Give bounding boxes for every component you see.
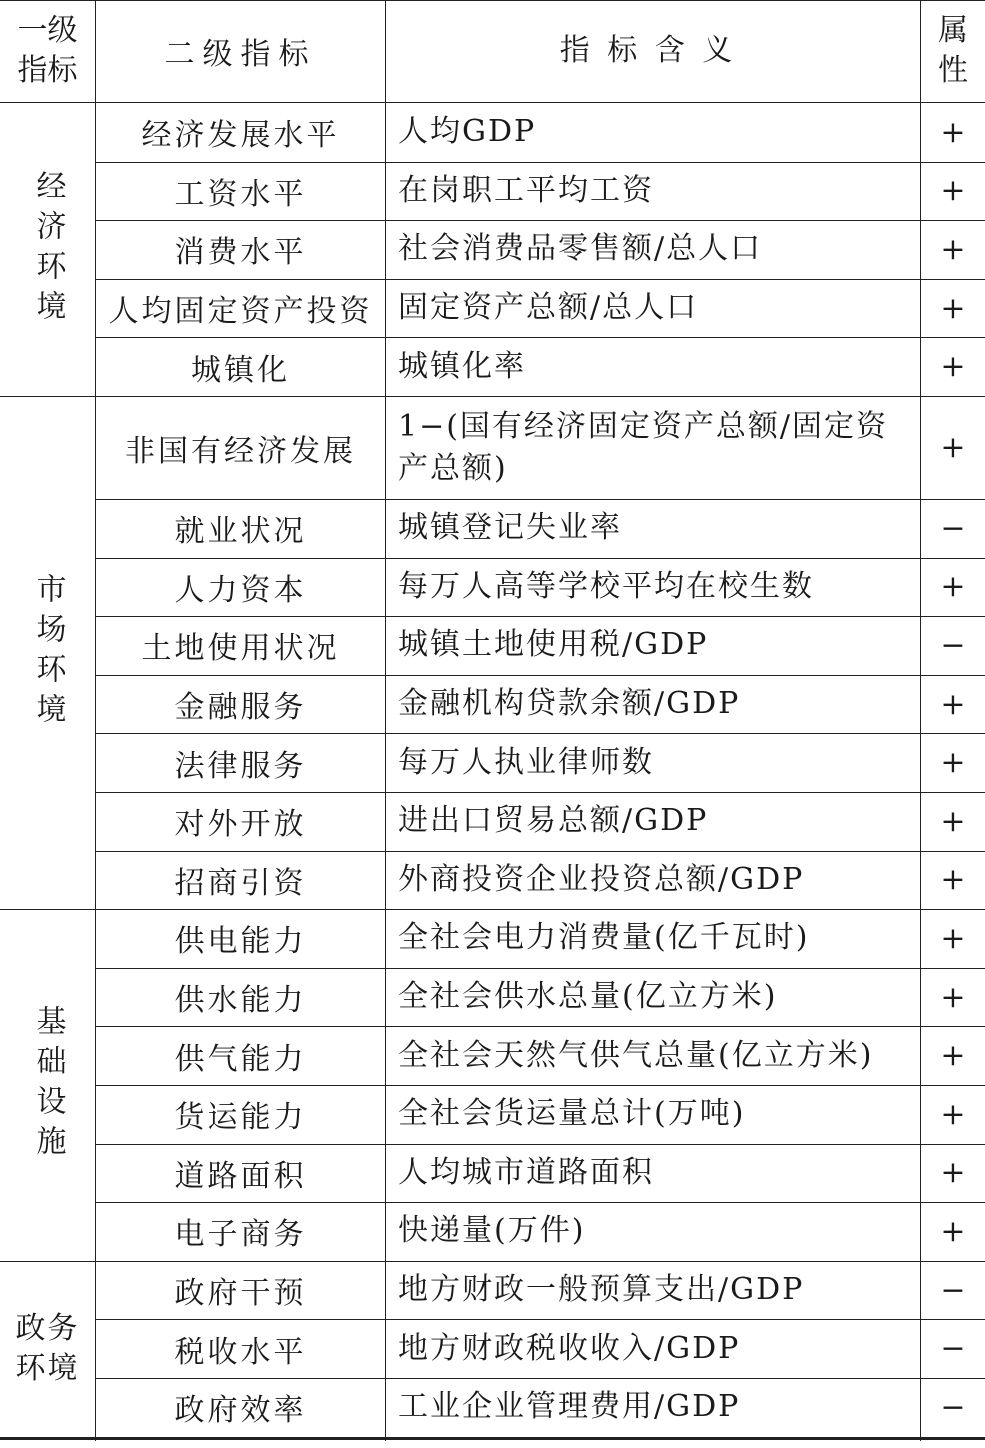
- attribute-cell: +: [940, 979, 966, 1015]
- meaning-cell: 外商投资企业投资总额/GDP: [398, 861, 805, 897]
- group-name: 市场环境: [30, 572, 66, 733]
- indicator-cell: 供水能力: [174, 983, 307, 1019]
- meaning-cell: 在岗职工平均工资: [398, 172, 654, 208]
- group-name-cell: [0, 103, 95, 396]
- header-meaning-text: 指 标 含 义: [559, 33, 737, 68]
- attribute-cell: +: [940, 430, 966, 465]
- attribute-cell: +: [940, 1038, 966, 1074]
- attribute-cell: −: [940, 1389, 966, 1425]
- header-level2: [96, 0, 385, 102]
- indicator-cell: 人均固定资产投资: [108, 294, 373, 330]
- indicator-cell: 经济发展水平: [141, 118, 340, 154]
- indicator-cell: 就业状况: [174, 514, 307, 550]
- table-rule: [0, 0, 985, 1]
- group-name: 基础设施: [30, 1004, 66, 1165]
- indicator-cell: 道路面积: [174, 1158, 307, 1194]
- indicator-cell: 人力资本: [174, 572, 307, 608]
- attribute-cell: +: [940, 1213, 966, 1249]
- meaning-cell: 社会消费品零售额/总人口: [398, 231, 763, 267]
- attribute-cell: +: [940, 686, 966, 722]
- header-level2-text: 二级指标: [164, 37, 317, 72]
- meaning-cell: 城镇化率: [398, 348, 526, 384]
- indicator-cell: 对外开放: [174, 807, 307, 843]
- meaning-cell: 工业企业管理费用/GDP: [398, 1389, 741, 1425]
- meaning-cell: 人均GDP: [398, 114, 537, 150]
- meaning-cell: 快递量(万件): [398, 1213, 586, 1249]
- indicator-cell: 非国有经济发展: [125, 433, 356, 469]
- meaning-cell: 每万人执业律师数: [398, 744, 654, 780]
- meaning-cell: 进出口贸易总额/GDP: [398, 803, 709, 839]
- indicator-cell: 税收水平: [174, 1334, 307, 1370]
- indicator-cell: 金融服务: [174, 690, 307, 726]
- indicator-cell: 货运能力: [174, 1100, 307, 1136]
- meaning-cell: 全社会货运量总计(万吨): [398, 1096, 746, 1132]
- header-attribute-text: 属性: [938, 13, 968, 88]
- attribute-cell: −: [940, 1331, 966, 1367]
- column-rule: [920, 0, 921, 1441]
- header-level1: [0, 0, 95, 102]
- meaning-cell: 金融机构贷款余额/GDP: [398, 686, 741, 722]
- meaning-cell: 全社会天然气供气总量(亿立方米): [398, 1037, 874, 1073]
- table-rule: [0, 1437, 985, 1440]
- attribute-cell: +: [940, 114, 966, 150]
- attribute-cell: +: [940, 803, 966, 839]
- meaning-cell: 城镇土地使用税/GDP: [398, 627, 709, 663]
- meaning-cell: 地方财政税收收入/GDP: [398, 1330, 741, 1366]
- column-rule: [95, 0, 96, 1441]
- header-level1-text: 一级指标: [17, 13, 78, 88]
- attribute-cell: +: [940, 920, 966, 956]
- meaning-cell: 人均城市道路面积: [398, 1154, 654, 1190]
- attribute-cell: +: [940, 1096, 966, 1132]
- attribute-cell: −: [940, 627, 966, 663]
- column-rule: [385, 0, 386, 1441]
- group-name: 经济环境: [30, 169, 66, 330]
- indicator-cell: 电子商务: [174, 1217, 307, 1253]
- attribute-cell: +: [940, 862, 966, 898]
- group-name-cell: [0, 909, 95, 1261]
- meaning-cell: 地方财政一般预算支出/GDP: [398, 1272, 805, 1308]
- header-attribute: [921, 0, 985, 102]
- header-meaning: [386, 0, 920, 102]
- meaning-cell: 1−(国有经济固定资产总额/固定资产总额): [398, 408, 889, 486]
- indicator-cell: 工资水平: [174, 176, 307, 212]
- group-name-cell: [0, 396, 95, 909]
- group-name: 政务环境: [15, 1310, 80, 1386]
- meaning-cell: 城镇登记失业率: [398, 510, 622, 546]
- meaning-cell: 每万人高等学校平均在校生数: [398, 568, 814, 604]
- attribute-cell: −: [940, 510, 966, 546]
- indicator-cell: 政府干预: [174, 1276, 307, 1312]
- attribute-cell: +: [940, 349, 966, 385]
- meaning-cell: 固定资产总额/总人口: [398, 290, 699, 326]
- meaning-cell: 全社会电力消费量(亿千瓦时): [398, 920, 810, 956]
- indicator-cell: 法律服务: [174, 748, 307, 784]
- attribute-cell: +: [940, 745, 966, 781]
- group-name-cell: [0, 1261, 95, 1437]
- indicator-cell: 招商引资: [174, 865, 307, 901]
- attribute-cell: +: [940, 231, 966, 267]
- attribute-cell: +: [940, 290, 966, 326]
- indicator-cell: 供电能力: [174, 924, 307, 960]
- indicator-cell: 消费水平: [174, 235, 307, 271]
- indicator-cell: 土地使用状况: [141, 631, 340, 667]
- attribute-cell: −: [940, 1272, 966, 1308]
- attribute-cell: +: [940, 569, 966, 605]
- meaning-cell: 全社会供水总量(亿立方米): [398, 979, 778, 1015]
- attribute-cell: +: [940, 173, 966, 209]
- attribute-cell: +: [940, 1155, 966, 1191]
- indicator-cell: 供气能力: [174, 1041, 307, 1077]
- indicator-cell: 城镇化: [191, 352, 290, 388]
- indicator-cell: 政府效率: [174, 1393, 307, 1429]
